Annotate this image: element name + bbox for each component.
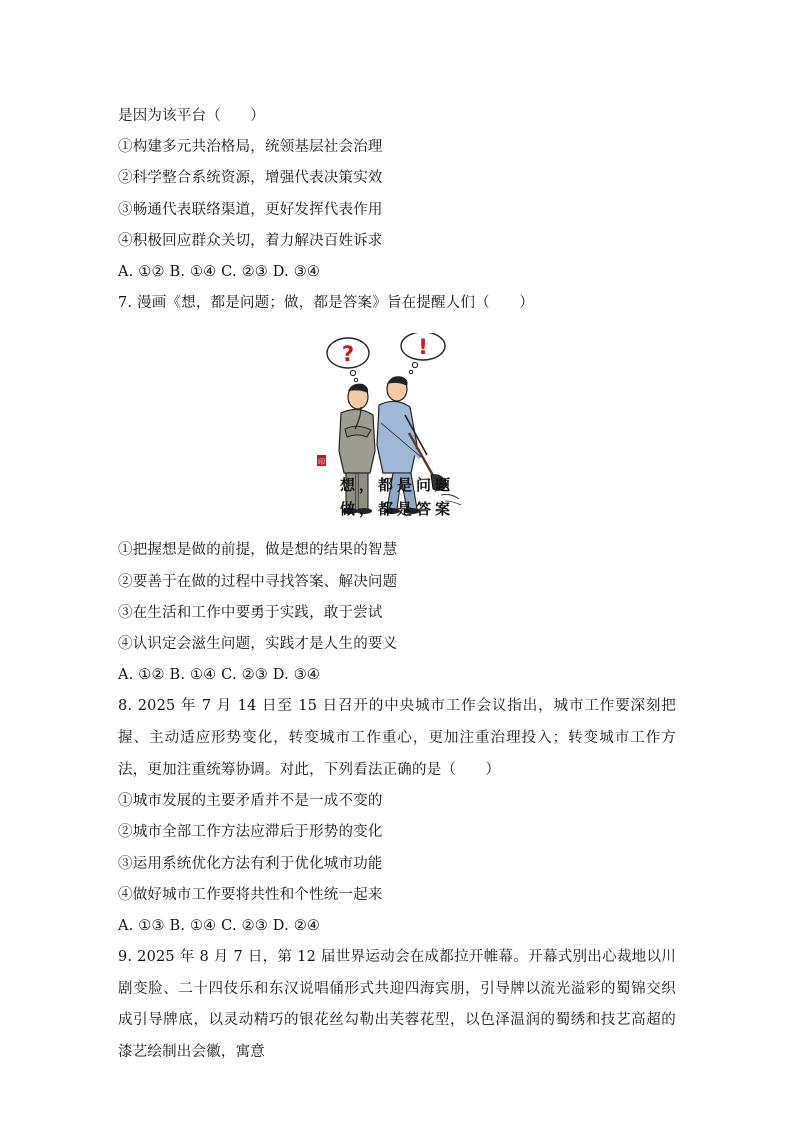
- question-9-stem: 9. 2025 年 8 月 7 日，第 12 届世界运动会在成都拉开帷幕。开幕式别出心裁地以川剧变脸、二十四伎乐和东汉说唱俑形式共迎四海宾朋，引导牌以流光溢彩的蜀锦交织成引导牌底，以灵动精巧的银花丝勾勒出芙蓉花型，以色泽温润的蜀绣和技艺高超的漆艺绘制出会徽，寓意: [118, 949, 676, 1061]
- question-6-stem-end: 是因为该平台（ ）: [118, 108, 265, 124]
- question-thought-bubble: [327, 338, 369, 382]
- comic-illustration: [297, 333, 497, 531]
- question-8: [118, 691, 676, 942]
- comic-figure: [118, 333, 676, 531]
- question-7-stem: 7. 漫画《想，都是问题；做，都是答案》旨在提醒人们（ ）: [118, 295, 534, 312]
- answer-choices: A. ①② B. ①④ C. ②③ D. ③④: [118, 264, 321, 281]
- seal-text: 印: [318, 458, 325, 467]
- comic-caption-line-2: 做，都是答案: [339, 500, 455, 519]
- option-statement-3: ③畅通代表联络渠道，更好发挥代表作用: [118, 201, 383, 218]
- option-statement-2: ②城市全部工作方法应滞后于形势的变化: [118, 824, 383, 841]
- option-statement-3: ③运用系统优化方法有利于优化城市功能: [118, 855, 383, 872]
- option-statement-4: ④做好城市工作要将共性和个性统一起来: [118, 886, 383, 903]
- exclaim-mark-icon: !: [418, 335, 428, 360]
- option-statement-4: ④积极回应群众关切，着力解决百姓诉求: [118, 232, 383, 249]
- seal-stamp: [317, 455, 326, 466]
- option-statement-2: ②要善于在做的过程中寻找答案、解决问题: [118, 573, 398, 590]
- question-mark-icon: ?: [341, 342, 355, 367]
- exclaim-thought-bubble: [401, 333, 445, 374]
- option-statement-4: ④认识定会滋生问题，实践才是人生的要义: [118, 636, 398, 653]
- comic-caption-line-1: 想，都是问题: [339, 476, 455, 495]
- answer-choices: A. ①③ B. ①④ C. ②③ D. ②④: [118, 918, 321, 935]
- question-8-stem: 8. 2025 年 7 月 14 日至 15 日召开的中央城市工作会议指出，城市工作要深刻把握、主动适应形势变化，转变城市工作重心，更加注重治理投入；转变城市工作方法，更加注重统筹协调。对此，下列看法正确的是（ ）: [118, 698, 676, 778]
- answer-choices: A. ①② B. ①④ C. ②③ D. ③④: [118, 667, 321, 684]
- option-statement-2: ②科学整合系统资源，增强代表决策实效: [118, 170, 383, 187]
- option-statement-3: ③在生活和工作中要勇于实践，敢于尝试: [118, 604, 383, 621]
- thinking-man-figure: [339, 384, 375, 514]
- option-statement-1: ①城市发展的主要矛盾并不是一成不变的: [118, 793, 383, 810]
- question-6-tail: [118, 101, 676, 288]
- option-statement-1: ①把握想是做的前提，做是想的结果的智慧: [118, 542, 398, 559]
- question-7: [118, 288, 676, 691]
- question-9: [118, 942, 676, 1068]
- option-statement-1: ①构建多元共治格局，统领基层社会治理: [118, 139, 383, 156]
